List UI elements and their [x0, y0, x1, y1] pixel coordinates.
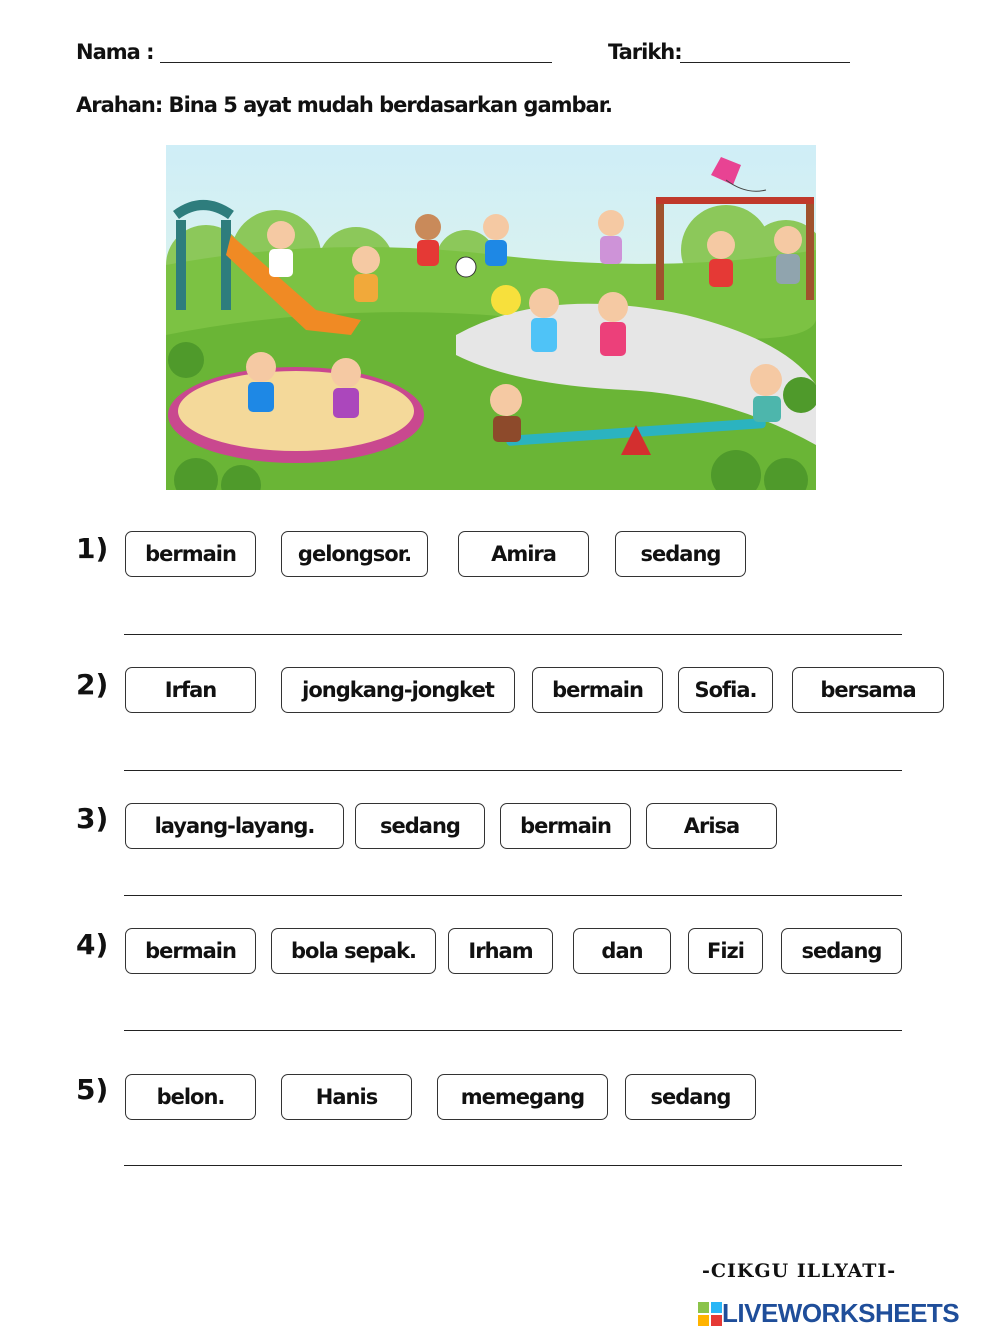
instruction-text: Arahan: Bina 5 ayat mudah berdasarkan gambar.: [76, 93, 613, 117]
question-number-4: 4): [76, 928, 109, 961]
question-number-3: 3): [76, 802, 109, 835]
author-signature: -CIKGU ILLYATI-: [702, 1260, 897, 1282]
answer-line-2[interactable]: [124, 770, 902, 771]
word-chip[interactable]: belon.: [125, 1074, 256, 1120]
word-chip[interactable]: sedang: [781, 928, 902, 974]
word-chip[interactable]: Hanis: [281, 1074, 412, 1120]
brand-text: LIVEWORKSHEETS: [722, 1298, 960, 1328]
question-number-5: 5): [76, 1073, 109, 1106]
date-label: Tarikh:: [608, 40, 682, 64]
name-field[interactable]: [160, 62, 552, 63]
word-chip[interactable]: bersama: [792, 667, 944, 713]
answer-line-3[interactable]: [124, 895, 902, 896]
word-chip[interactable]: bermain: [125, 531, 256, 577]
word-chip[interactable]: Fizi: [688, 928, 763, 974]
word-chip[interactable]: bermain: [532, 667, 663, 713]
word-chip[interactable]: bermain: [125, 928, 256, 974]
word-chip[interactable]: Sofia.: [678, 667, 773, 713]
word-chip[interactable]: sedang: [355, 803, 485, 849]
playground-scene-illustration: [166, 145, 816, 490]
word-chip[interactable]: sedang: [625, 1074, 756, 1120]
answer-line-1[interactable]: [124, 634, 902, 635]
word-chip[interactable]: sedang: [615, 531, 746, 577]
word-chip[interactable]: Amira: [458, 531, 589, 577]
question-number-1: 1): [76, 532, 109, 565]
liveworksheets-logo-icon: [698, 1302, 722, 1326]
word-chip[interactable]: memegang: [437, 1074, 608, 1120]
word-chip[interactable]: gelongsor.: [281, 531, 428, 577]
answer-line-4[interactable]: [124, 1030, 902, 1031]
question-number-2: 2): [76, 668, 109, 701]
word-chip[interactable]: bola sepak.: [271, 928, 436, 974]
word-chip[interactable]: layang-layang.: [125, 803, 344, 849]
word-chip[interactable]: dan: [573, 928, 671, 974]
word-chip[interactable]: bermain: [500, 803, 631, 849]
date-field[interactable]: [680, 62, 850, 63]
word-chip[interactable]: Irfan: [125, 667, 256, 713]
answer-line-5[interactable]: [124, 1165, 902, 1166]
word-chip[interactable]: jongkang-jongket: [281, 667, 515, 713]
name-label: Nama :: [76, 40, 154, 64]
word-chip[interactable]: Irham: [448, 928, 553, 974]
word-chip[interactable]: Arisa: [646, 803, 777, 849]
brand-logo: [698, 1298, 959, 1329]
